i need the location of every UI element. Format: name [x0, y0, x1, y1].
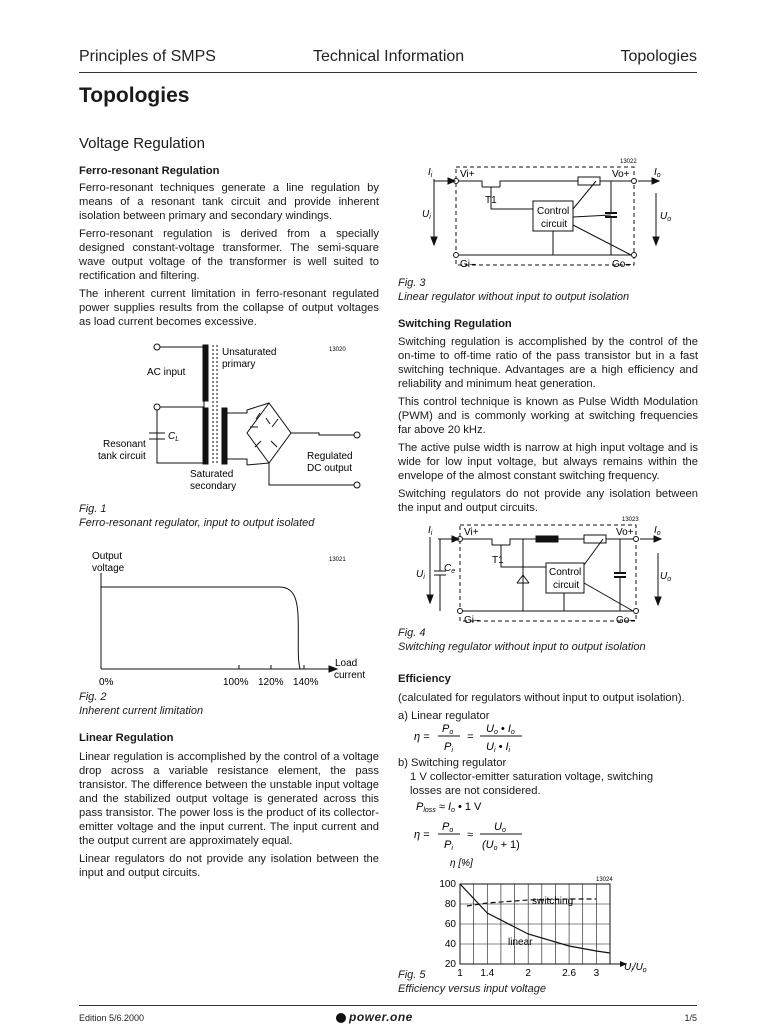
fig2-curve [101, 587, 300, 669]
fig3-num: Fig. 3 [398, 277, 426, 289]
eff-b1: 1 V collector-emitter saturation voltage, switching [410, 771, 654, 783]
fig4-ui-sub: i [423, 574, 425, 581]
fig1-num: Fig. 1 [79, 503, 107, 515]
fig5-ytick-label: 60 [444, 919, 456, 930]
svg-text:Ui • Ii: Ui • Ii [486, 741, 511, 754]
eff-b2: losses are not considered. [410, 785, 541, 797]
svg-text:Uo: Uo [494, 821, 506, 834]
fig4-ui [416, 569, 425, 581]
fig3-gi: Gi– [460, 259, 476, 270]
fig3-uo-sub: o [667, 216, 672, 223]
page-title: Topologies [79, 84, 190, 107]
switch-p1: Switching regulation is accomplished by the control of the on-time to off-time ratio of the pass transistor but in a fast switching technique. Advantages are a high efficiency and reliability and minimum heat generation. [398, 336, 698, 390]
fig1-cl [168, 431, 179, 443]
fig1-cl-sub: L [175, 436, 180, 443]
fig2-code: 13021 [329, 557, 346, 563]
fig1-ac-input: AC input [147, 367, 186, 378]
fig5-chart [398, 852, 698, 982]
eff-title: Efficiency [398, 673, 451, 685]
header-center: Technical Information [313, 48, 465, 65]
fig5-xtick-label: 1.4 [480, 968, 495, 979]
fig4-uo-sub: o [667, 576, 672, 583]
fig5-num: Fig. 5 [398, 969, 426, 981]
fig3-code: 13022 [620, 159, 637, 165]
fig1-unsat1: Unsaturated [222, 347, 277, 358]
fig4-vo: Vo+ [616, 527, 634, 538]
eff-formula-linear [412, 720, 612, 752]
fig3-caption-block [398, 276, 698, 304]
fig2-num: Fig. 2 [79, 691, 107, 703]
fig5-series-linear [460, 884, 610, 953]
switch-p4: Switching regulators do not provide any isolation between the input and output circuits. [398, 488, 698, 514]
fig3-ctrl2: circuit [541, 219, 568, 230]
switch-p2: This control technique is known as Pulse Width Modulation (PWM) and is commonly working at switching frequencies far above 20 kHz. [398, 396, 698, 436]
fig1-diagram [79, 335, 379, 495]
fig1-reg1: Regulated [307, 451, 353, 462]
fig2-tick-label-0: 0% [99, 677, 114, 688]
fig3-uo-l: U [660, 211, 668, 222]
fig4-vi: Vi+ [464, 527, 479, 538]
footer-page: 1/5 [684, 1013, 697, 1023]
fig2-xlabel2: current [334, 670, 366, 681]
fig3-io-sub: o [656, 172, 661, 179]
linear-p2: Linear regulators do not provide any isolation between the input and output circuits. [79, 853, 379, 879]
fig5-switching-label: switching [532, 896, 574, 907]
fig1-caption: Ferro-resonant regulator, input to output isolated [79, 517, 315, 529]
fig4-caption-block [398, 626, 698, 654]
fig2-caption-block [79, 690, 379, 718]
fig5-xtick-label: 2.6 [562, 968, 577, 979]
fig3-ui-sub: i [429, 214, 431, 221]
fig5-xlabel-u: U [624, 962, 632, 973]
fig3-ctrl1: Control [537, 206, 570, 217]
eff-b: b) Switching regulator [398, 757, 507, 769]
logo-icon [336, 1013, 346, 1023]
fig1-res2: tank circuit [98, 451, 146, 462]
fig3-uo [660, 211, 671, 223]
eff-text [398, 672, 698, 727]
fig4-gi: Gi– [464, 615, 480, 626]
header-rule [79, 72, 697, 73]
svg-text:Pi: Pi [444, 741, 453, 754]
fig3-ui-l: U [422, 209, 430, 220]
fig2-chart [79, 545, 379, 688]
fig3-vo: Vo+ [612, 169, 630, 180]
fig4-ctrl2: circuit [553, 580, 580, 591]
fig3-diagram [398, 157, 698, 269]
ferro-p1: Ferro-resonant techniques generate a line regulation by means of a resonant tank circuit and provide inherent isolation between primary and secondary windings. [79, 182, 379, 222]
linear-text [79, 731, 379, 884]
fig2-caption: Inherent current limitation [79, 705, 204, 717]
fig3-vi: Vi+ [460, 169, 475, 180]
switch-title: Switching Regulation [398, 318, 512, 330]
fig5-ytick-label: 100 [439, 879, 456, 890]
fig5-xtick-label: 2 [525, 968, 531, 979]
svg-text:=: = [467, 731, 474, 743]
fig5-caption: Efficiency versus input voltage [398, 983, 546, 995]
fig4-ii-l: I [428, 525, 431, 536]
svg-text:Uo • Io: Uo • Io [486, 723, 515, 736]
fig3-go: Go– [612, 259, 631, 270]
svg-text:Ploss ≈ Io • 1 V: Ploss ≈ Io • 1 V [416, 801, 482, 814]
fig1-unsat2: primary [222, 359, 256, 370]
fig5-ytick-label: 80 [444, 899, 456, 910]
fig3-io [654, 167, 661, 179]
eff-formula-switching [412, 798, 612, 850]
fig5-xtick-label: 1 [457, 968, 463, 979]
fig1-res1: Resonant [103, 439, 146, 450]
fig1-cl-letter: C [168, 431, 176, 442]
fig3-ii [428, 167, 433, 179]
fig4-caption: Switching regulator without input to output isolation [398, 641, 646, 653]
fig4-ce-l: C [444, 563, 452, 574]
fig4-go: Go– [616, 615, 635, 626]
fig4-diagram [398, 513, 698, 625]
fig5-code: 13024 [596, 877, 613, 883]
fig2-tick-label-100: 100% [223, 677, 249, 688]
fig4-ii [428, 525, 433, 537]
fig4-io-l: I [654, 525, 657, 536]
fig4-num: Fig. 4 [398, 627, 426, 639]
fig5-series [460, 884, 610, 953]
fig1-sat2: secondary [190, 481, 237, 492]
fig3-ii-sub: i [430, 172, 433, 179]
eff-b-text [398, 756, 698, 798]
fig4-uo-l: U [660, 571, 668, 582]
ferro-p3: The inherent current limitation in ferro-resonant regulated power supplies results from the collapse of output voltages as load current becomes excessive. [79, 288, 379, 328]
fig2-ylabel2: voltage [92, 563, 125, 574]
fig5-ytick-label: 40 [444, 939, 456, 950]
fig4-ce-sub: e [451, 568, 456, 575]
fig5-linear-label: linear [508, 937, 533, 948]
fig2-tick-label-120: 120% [258, 677, 284, 688]
fig4-io-sub: o [656, 530, 661, 537]
fig4-t1: T1 [492, 555, 504, 566]
switch-p3: The active pulse width is narrow at high input voltage and is wide for low input voltage, but always remains within the envelope of the almost constant switching frequency. [398, 442, 698, 482]
fig3-io-l: I [654, 167, 657, 178]
svg-text:Pi: Pi [444, 839, 453, 852]
eff-a: a) Linear regulator [398, 710, 490, 722]
fig4-uo [660, 571, 671, 583]
linear-title: Linear Regulation [79, 732, 174, 744]
fig2-xlabel1: Load [335, 658, 358, 669]
fig3-caption: Linear regulator without input to output isolation [398, 291, 630, 303]
fig4-ctrl1: Control [549, 567, 582, 578]
footer-logo [336, 1010, 413, 1024]
fig5-xtick-label: 3 [593, 968, 600, 979]
footer-logo-text: power.one [349, 1010, 413, 1024]
fig5-ytick-label: 20 [444, 959, 456, 970]
fig5-xlabel-mid: /U [632, 962, 643, 973]
fig4-ui-l: U [416, 569, 424, 580]
fig4-ii-sub: i [430, 530, 433, 537]
fig3-ui [422, 209, 431, 221]
fig1-code: 13020 [329, 347, 346, 353]
fig2-tick-label-140: 140% [293, 677, 319, 688]
switch-text [398, 317, 698, 519]
fig1-reg2: DC output [307, 463, 353, 474]
fig1-sat1: Saturated [190, 469, 234, 480]
ferro-text [79, 164, 379, 333]
fig2-ylabel1: Output [92, 551, 123, 562]
linear-p1: Linear regulation is accomplished by the control of a voltage drop across a variable resistance element, the pass transistor. The difference between the unstable input voltage and the stabilized output voltage is generated across this pass transistor. The power loss is the product of its collector-emitter voltage and the input current. The input current and the output current are approximately equal. [79, 751, 379, 847]
fig1-caption-block [79, 502, 379, 530]
svg-text:Po: Po [442, 821, 454, 834]
svg-text:(Uo + 1): (Uo + 1) [482, 839, 520, 852]
section-title: Voltage Regulation [79, 135, 205, 152]
svg-text:η =: η = [414, 829, 430, 841]
fig3-t1: T1 [485, 195, 497, 206]
footer-rule [79, 1005, 697, 1006]
fig4-io [654, 525, 661, 537]
header-left: Principles of SMPS [79, 48, 216, 65]
fig4-code: 13023 [622, 517, 639, 523]
fig5-ylabel: η [%] [450, 858, 473, 869]
fig4-ce [444, 563, 455, 575]
fig3-ii-l: I [428, 167, 431, 178]
fig5-xlabel-sub1: i [631, 967, 633, 974]
ferro-p2: Ferro-resonant regulation is derived from a specially designed constant-voltage transformer. The semi-square wave output voltage of the transformer is well suited to rectification and filtering. [79, 228, 379, 282]
ferro-title: Ferro-resonant Regulation [79, 165, 220, 177]
eff-intro: (calculated for regulators without input to output isolation). [398, 692, 685, 704]
footer-edition: Edition 5/6.2000 [79, 1013, 145, 1023]
svg-text:η =: η = [414, 731, 430, 743]
svg-text:Po: Po [442, 723, 454, 736]
svg-text:≈: ≈ [467, 829, 474, 841]
fig5-caption-block [398, 968, 698, 996]
header-right: Topologies [620, 48, 697, 65]
fig5-xlabel-sub2: o [642, 967, 647, 974]
